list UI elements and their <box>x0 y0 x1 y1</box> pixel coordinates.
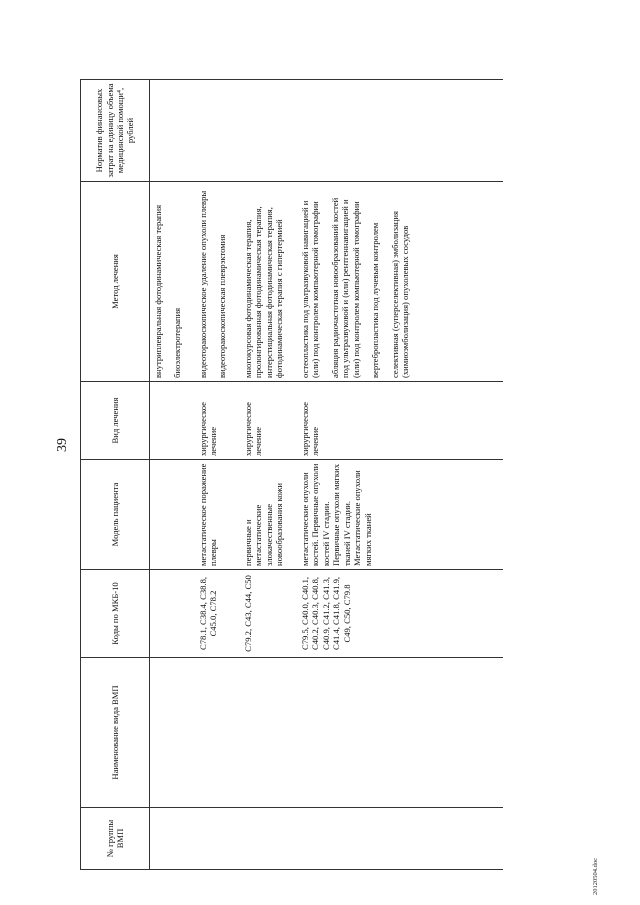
patient-model-cell: первичные и метастатические злокачественные новообразования кожи <box>240 460 297 570</box>
vmp-table <box>80 79 503 870</box>
table-header-row <box>81 80 150 870</box>
treatment-type-cell <box>150 382 195 460</box>
method-item: внутриплевральная фотодинамическая терапия <box>153 204 163 378</box>
header-cost-norm: Норматив финансовых затрат на единицу объема медицинской помощи⁴, рублей <box>81 80 150 182</box>
method-item: видеоторакоскопическая плеврэктомия <box>217 234 228 378</box>
icd-codes-cell: C79.2, C43, C44, C50 <box>240 570 297 658</box>
table-row <box>240 80 297 870</box>
method-item: остеопластика под ультразвуковой навигацией и (или) под контролем компьютерной томографии <box>299 200 321 378</box>
method-item: многокурсовая фотодинамическая терапия, пролонгированная фотодинамическая терапия, интерстициальная фотодинамическая терапия, фотодинамическая терапия с гипертермией <box>242 206 285 378</box>
header-vmp-name: Наименование вида ВМП <box>81 658 150 808</box>
icd-codes-cell: C79.5, C40.0, C40.1, C40.2, C40.3, C40.8, C40.9, C41.2, C41.3, C41.4, C41.8, C41.9, C49, C50, C79.8 <box>297 570 503 658</box>
page-number: 39 <box>55 438 70 452</box>
header-treatment-method: Метод лечения <box>81 182 150 382</box>
rotated-table-container <box>80 80 620 870</box>
header-patient-model: Модель пациента <box>81 460 150 570</box>
treatment-type-cell: хирургическое лечение <box>195 382 240 460</box>
method-item: абляция радиочастотная новообразований костей под ультразвуковой и (или) рентгеннавигацией и (или) под контролем компьютерной томографии <box>329 197 361 378</box>
treatment-type-cell: хирургическое лечение <box>297 382 503 460</box>
treatment-method-cell <box>150 182 195 382</box>
icd-codes-cell: C78.1, C38.4, C38.8, C45.0, C78.2 <box>195 570 240 658</box>
header-treatment-type: Вид лечения <box>81 382 150 460</box>
patient-model-cell <box>150 460 195 570</box>
icd-codes-cell <box>150 570 195 658</box>
method-item: селективная (суперселективная) эмболизация (химиоэмболизация) опухолевых сосудов <box>389 211 411 378</box>
method-item: биоэлектротерапия <box>172 307 183 378</box>
method-item: видеоторакоскопическое удаление опухоли плевры <box>197 190 208 378</box>
table-row <box>195 80 240 870</box>
treatment-method-cell <box>240 182 297 382</box>
patient-model-cell: метастатические опухоли костей. Первичные опухоли костей IV стадии. Первичные опухоли мягких тканей IV стадии. Метастатические опухоли мягких тканей <box>297 460 503 570</box>
table-row <box>150 80 195 870</box>
header-icd-codes: Коды по МКБ-10 <box>81 570 150 658</box>
treatment-method-cell <box>297 182 503 382</box>
header-group-no: № группы ВМП <box>81 808 150 870</box>
treatment-type-cell: хирургическое лечение <box>240 382 297 460</box>
treatment-method-cell <box>195 182 240 382</box>
method-item: вертебропластика под лучевым контролем <box>370 222 381 378</box>
patient-model-cell: метастатическое поражение плевры <box>195 460 240 570</box>
table-row <box>297 80 503 870</box>
document-footer: 20120504.doc <box>592 857 599 895</box>
